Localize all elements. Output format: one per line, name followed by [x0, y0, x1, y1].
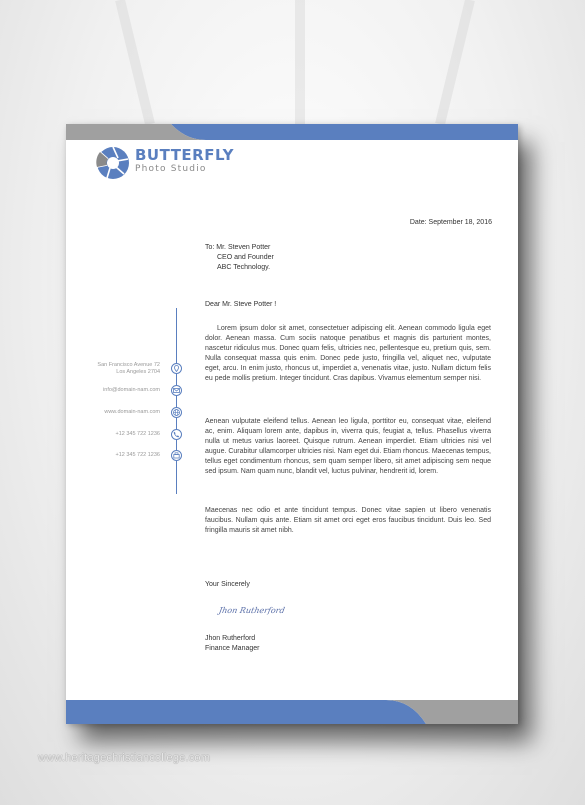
top-header-bar [66, 124, 518, 140]
fax-icon [171, 450, 182, 461]
signer-title: Finance Manager [205, 645, 260, 652]
contact-address-line: San Francisco Avenue 72 [97, 362, 160, 368]
watermark: www.heritagechristiancollege.com [38, 752, 211, 764]
body-paragraph: Lorem ipsum dolor sit amet, consectetuer adipiscing elit. Aenean commodo ligula eget dolor. Aenean massa. Cum sociis natoque penatibus et magnis dis parturient montes, nascetur ridiculus mus. Donec quam felis, ultricies nec, pellentesque eu, pretium quis, sem. Nulla consequat massa quis enim. Donec pede justo, fringilla vel, aliquet nec, vulputate eget, arcu. In enim justo, rhoncus ut, imperdiet a, venenatis vitae, justo. Nullam dictum felis eu pede mollis pretium. Integer tincidunt. Cras dapibus. Vivamus elementum semper nisi. [205, 325, 491, 382]
email-icon [171, 385, 182, 396]
recipient-line: CEO and Founder [217, 254, 274, 261]
handwritten-signature: Jhon Rutherford [218, 606, 286, 615]
brand-block [135, 147, 234, 175]
phone-icon [171, 429, 182, 440]
contact-email: info@domain-nam.com [103, 387, 160, 393]
closing: Your Sincerely [205, 581, 250, 588]
location-icon [171, 363, 182, 374]
butterfly-aperture-logo-icon [93, 146, 133, 180]
contact-fax: +12 345 722 1236 [115, 452, 160, 458]
recipient-line: ABC Technology. [217, 264, 271, 271]
bottom-footer-bar [66, 700, 518, 724]
signer-name: Jhon Rutherford [205, 635, 256, 642]
brand-subtitle: Photo Studio [135, 164, 207, 174]
globe-icon [171, 407, 182, 418]
signer-block [205, 634, 259, 654]
contact-website: www.domain-nam.com [104, 409, 160, 415]
body-paragraph: Maecenas nec odio et ante tincidunt tempus. Donec vitae sapien ut libero venenatis faucibus. Nullam quis ante. Etiam sit amet orci eget eros faucibus tincidunt. Duis leo. Sed fringilla mauris sit amet nibh. [205, 507, 491, 534]
contact-phone: +12 345 722 1236 [115, 431, 160, 437]
recipient-block [205, 243, 274, 273]
letter-date: Date: September 18, 2016 [409, 219, 492, 226]
recipient-line: To: Mr. Steven Potter [205, 244, 271, 251]
greeting: Dear Mr. Steve Potter ! [205, 301, 277, 308]
contact-address [97, 362, 160, 376]
contact-address-line: Los Angeles 2704 [116, 369, 160, 375]
letterhead-sheet [66, 124, 518, 724]
brand-name: BUTTERFLY [135, 146, 235, 164]
body-paragraph: Aenean vulputate eleifend tellus. Aenean leo ligula, porttitor eu, consequat vitae, eleifend ac, enim. Aliquam lorem ante, dapibus in, viverra quis, feugiat a, tellus. Phasellus viverra nulla ut metus varius laoreet. Quisque rutrum. Aenean imperdiet. Etiam ultricies nisi vel augue. Curabitur ullamcorper ultricies nisi. Nam eget dui. Etiam rhoncus. Maecenas tempus, tellus eget condimentum rhoncus, sem quam semper libero, sit amet adipiscing sem neque sed ipsum. Nam quam nunc, blandit vel, luctus pulvinar, hendrerit id, lorem. [205, 418, 491, 475]
contact-divider-line [176, 308, 177, 494]
